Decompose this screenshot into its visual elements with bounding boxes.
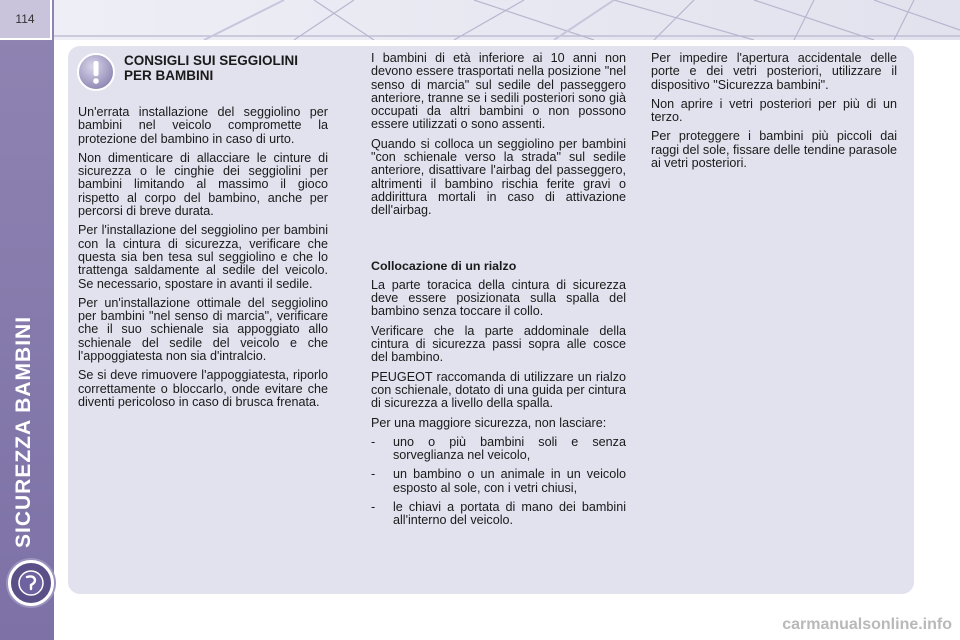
subheading: Collocazione di un rialzo — [371, 258, 517, 273]
paragraph: Per proteggere i bambini più piccoli dai raggi del sole, fissare delle tendine parasole ai vetri posteriori. — [651, 129, 897, 171]
page-heading: CONSIGLI SUI SEGGIOLINI PER BAMBINI — [124, 53, 299, 83]
paragraph: Verificare che la parte addominale della cintura di sicurezza passi sopra alle cosce del bambino. — [371, 323, 626, 365]
paragraph: Per una maggiore sicurezza, non lasciare: — [371, 415, 607, 430]
child-seat-icon — [8, 560, 54, 606]
list-text: uno o più bambini soli e senza sorveglianza nel veicolo, — [393, 434, 626, 463]
paragraph: Per impedire l'apertura accidentale delle porte e dei vetri posteriori, utilizzare il dispositivo "Sicurezza bambini". — [651, 51, 897, 92]
paragraph: Per l'installazione del seggiolino per bambini con la cintura di sicurezza, verificare che questa sia ben tesa sul seggiolino e che lo trattenga saldamente al sedile del veicolo. Se necessario, spostare in avanti il sedile. — [78, 223, 328, 291]
sidebar — [0, 0, 54, 640]
paragraph: PEUGEOT raccomanda di utilizzare un rialzo con schienale, dotato di una guida per cintura di sicurezza a livello della spalla. — [371, 369, 626, 411]
paragraph: I bambini di età inferiore ai 10 anni non devono essere trasportati nella posizione "nel senso di marcia" sul sedile del passeggero anteriore, tranne se i sedili posteriori sono già occupati da altri bambini o non possono essere utilizzati o sono assenti. — [371, 51, 626, 132]
paragraph: La parte toracica della cintura di sicurezza deve essere posizionata sulla spalla del bambino senza toccare il collo. — [371, 277, 626, 319]
list-dash: - — [371, 434, 376, 449]
list-item — [371, 468, 626, 495]
watermark: carmanualsonline.info — [782, 616, 952, 633]
list-text: le chiavi a portata di mano dei bambini all'interno del veicolo. — [393, 500, 626, 528]
page-number: 114 — [0, 0, 52, 40]
paragraph: Un'errata installazione del seggiolino per bambini nel veicolo compromette la protezione del bambino in caso di urto. — [78, 105, 328, 146]
list-item — [371, 436, 626, 463]
column-2 — [371, 52, 626, 534]
paragraph: Quando si colloca un seggiolino per bambini "con schienale verso la strada" sul sedile anteriore, disattivare l'airbag del passeggero, altrimenti il bambino rischia ferite gravi o addirittura mortali in caso di attivazione dell'airbag. — [371, 136, 626, 218]
paragraph: Non dimenticare di allacciare le cinture di sicurezza o le cinghie dei seggiolini per bambini limitando al massimo il gioco rispetto al corpo del bambino, anche per percorsi di breve durata. — [78, 150, 328, 219]
list-item — [371, 501, 626, 528]
paragraph: Se si deve rimuovere l'appoggiatesta, riporlo correttamente o bloccarlo, onde evitare che diventi pericoloso in caso di brusca frenata. — [78, 368, 328, 409]
column-3 — [651, 52, 897, 176]
exclamation-icon — [76, 52, 116, 92]
column-1 — [78, 106, 328, 415]
section-title: SICUREZZA BAMBINI — [12, 315, 35, 548]
header-decoration — [54, 0, 960, 40]
header-lines — [54, 0, 960, 40]
paragraph: Per un'installazione ottimale del seggiolino per bambini "nel senso di marcia", verificare che il suo schienale sia appoggiato allo schienale del sedile del veicolo e che l'appoggiatesta non sia d'intralcio. — [78, 295, 328, 364]
list-dash: - — [371, 467, 376, 482]
list-text: un bambino o un animale in un veicolo esposto al sole, con i vetri chiusi, — [393, 467, 626, 495]
list-dash: - — [371, 500, 376, 515]
paragraph: Non aprire i vetri posteriori per più di un terzo. — [651, 96, 897, 125]
